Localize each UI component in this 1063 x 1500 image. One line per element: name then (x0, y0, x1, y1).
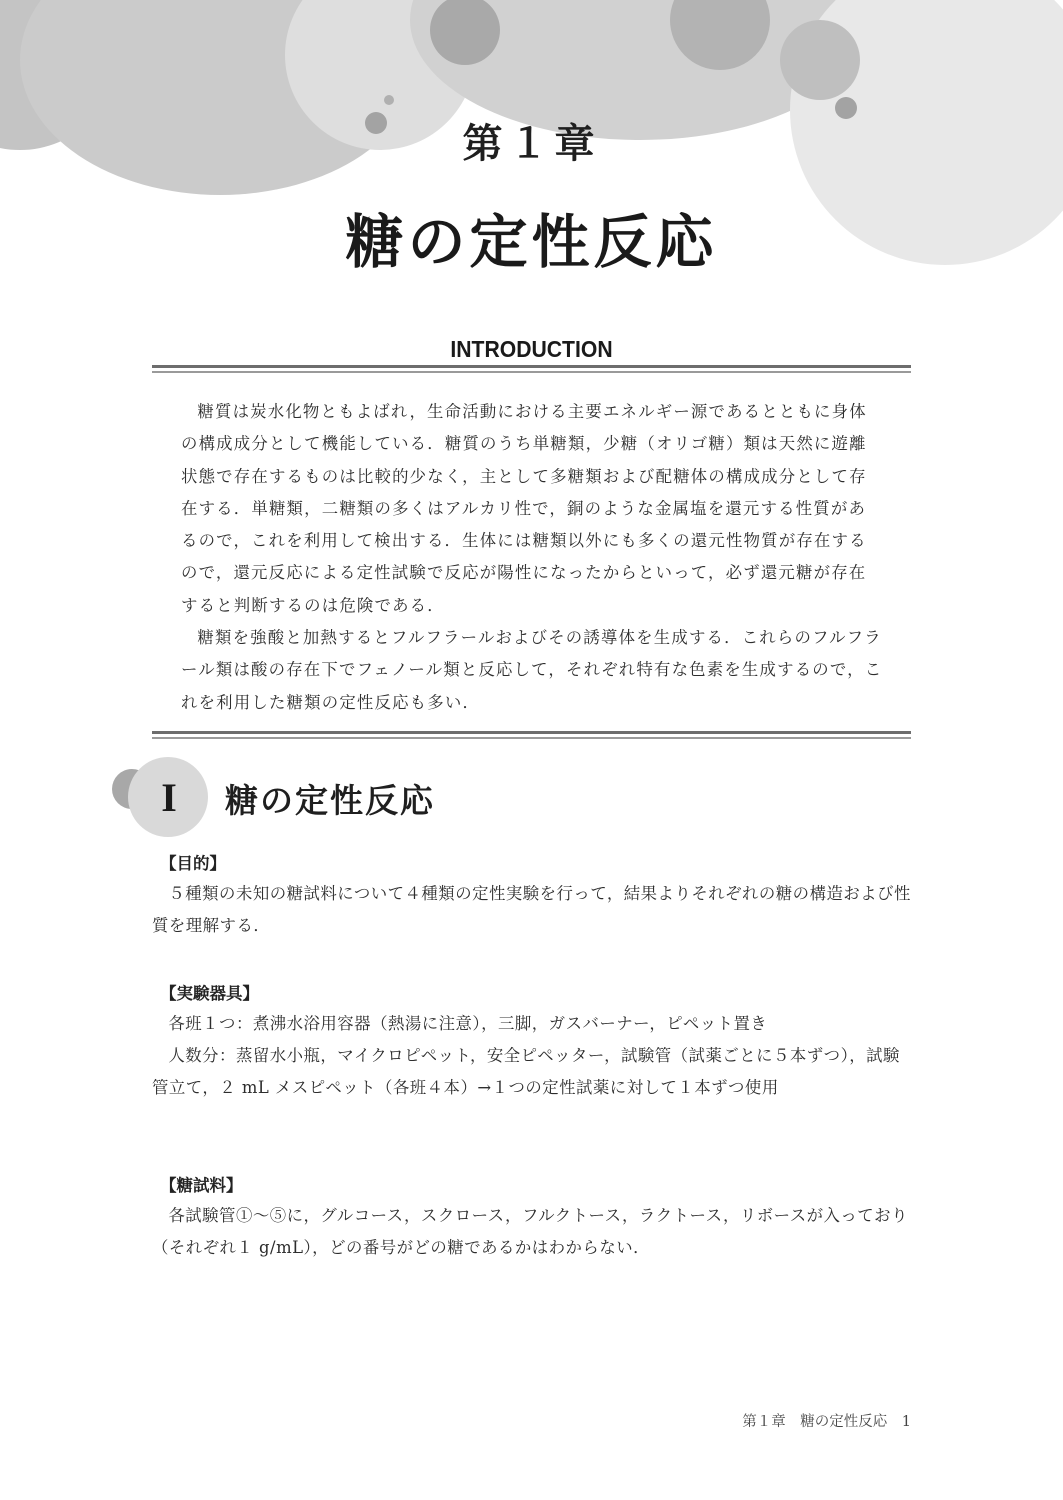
decor-dot (384, 95, 394, 105)
section-title: 糖の定性反応 (225, 781, 435, 820)
section-number: I (161, 775, 177, 820)
samples-text: 各試験管①～⑤に，グルコース，スクロース，フルクトース，ラクトース，リボースが入っており（それぞれ１ g/mL），どの番号がどの糖であるかはわからない． (152, 1206, 908, 1257)
introduction-top-rule (152, 365, 911, 373)
decor-circle (780, 20, 860, 100)
purpose-heading: 【目的】 (160, 854, 226, 873)
purpose-text: ５種類の未知の糖試料について４種類の定性実験を行って，結果よりそれぞれの糖の構造および性質を理解する． (152, 884, 911, 935)
introduction-bottom-rule (152, 731, 911, 739)
introduction-paragraph: 糖類を強酸と加熱するとフルフラールおよびその誘導体を生成する．これらのフルフラール類は酸の存在下でフェノール類と反応して，それぞれ特有な色素を生成するので，これを利用した糖類の定性反応も多い． (181, 628, 883, 712)
chapter-label: 第１章 (462, 121, 601, 167)
running-footer: 第１章 糖の定性反応 1 (742, 1414, 911, 1430)
equipment-line: 人数分：蒸留水小瓶，マイクロピペット，安全ピペッター，試験管（試薬ごとに５本ずつ），試験管立て，２ mL メスピペット（各班４本）→１つの定性試薬に対して１本ずつ使用 (152, 1046, 900, 1097)
introduction-body (181, 396, 883, 719)
chapter-title: 糖の定性反応 (345, 208, 718, 276)
introduction-paragraph: 糖質は炭水化物ともよばれ，生命活動における主要エネルギー源であるとともに身体の構成成分として機能している．糖質のうち単糖類，少糖（オリゴ糖）類は天然に遊離状態で存在するものは比較的少なく，主として多糖類および配糖体の構成成分として存在する．単糖類，二糖類の多くはアルカリ性で，銅のような金属塩を還元する性質があるので，これを利用して検出する．生体には糖類以外にも多くの還元性物質が存在するので，還元反応による定性試験で反応が陽性になったからといって，必ず還元糖が存在すると判断するのは危険である． (181, 402, 867, 615)
samples-heading: 【糖試料】 (160, 1176, 243, 1195)
purpose-text-block (152, 878, 911, 942)
introduction-heading: INTRODUCTION (450, 336, 613, 362)
equipment-heading: 【実験器具】 (160, 984, 259, 1003)
equipment-text-block (152, 1008, 911, 1104)
equipment-line: 各班１つ：煮沸水浴用容器（熱湯に注意），三脚，ガスバーナー，ピペット置き (168, 1014, 768, 1033)
samples-text-block (152, 1200, 911, 1264)
